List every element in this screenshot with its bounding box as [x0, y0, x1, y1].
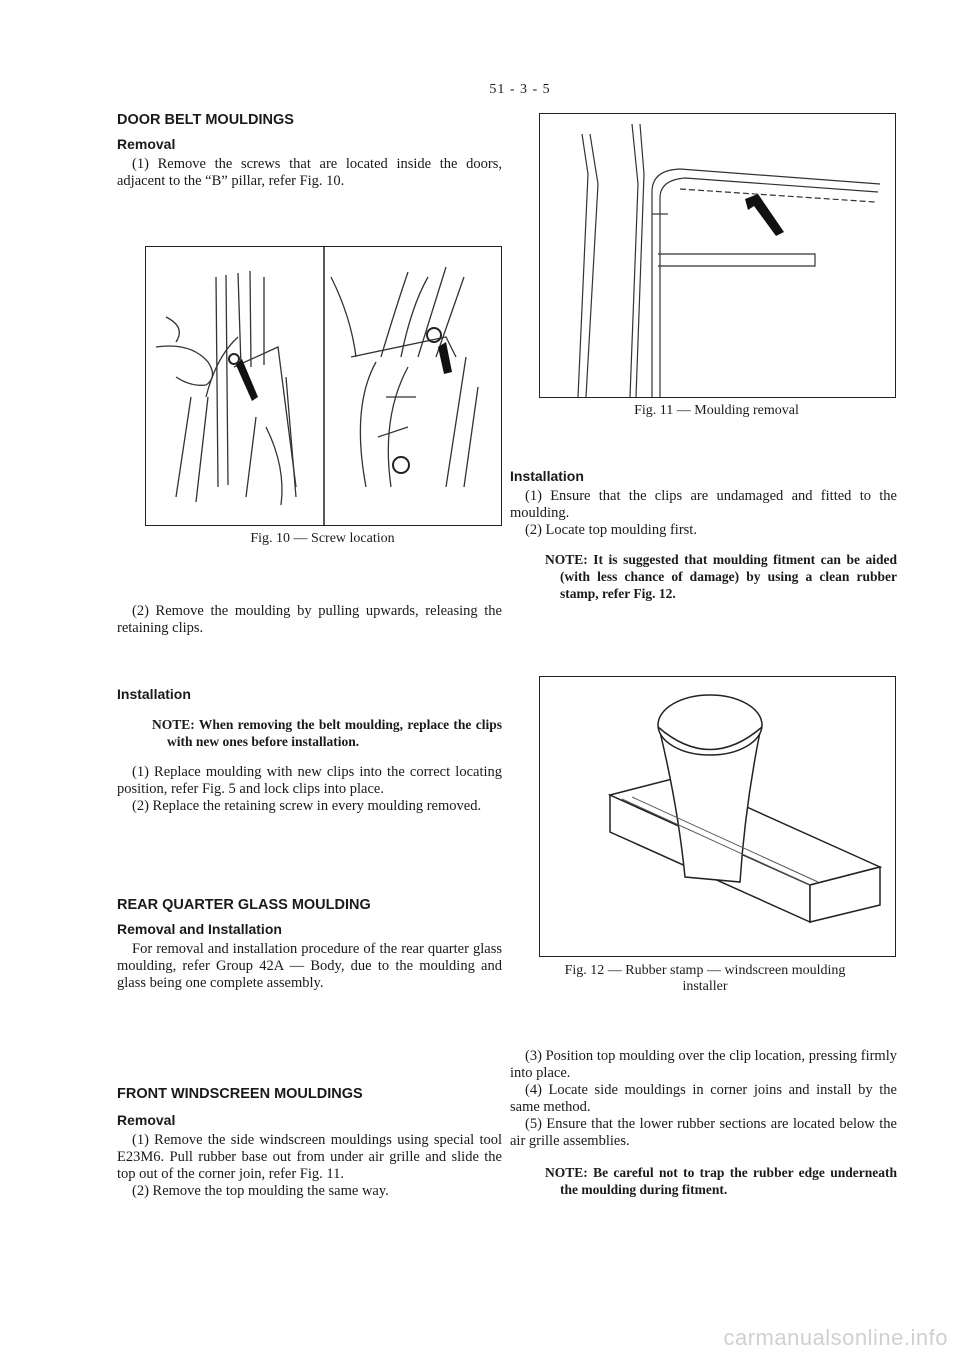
door-belt-title: DOOR BELT MOULDINGS	[117, 112, 294, 128]
front-windscreen-removal-heading: Removal	[117, 1112, 176, 1128]
installation-note-rubber-edge: NOTE: Be careful not to trap the rubber edge underneath the moulding during fitment.	[545, 1165, 897, 1197]
rear-quarter-section	[117, 897, 502, 992]
door-belt-installation-heading: Installation	[117, 686, 191, 702]
installation-step-4: (4) Locate side mouldings in corner joins and install by the same method.	[510, 1082, 897, 1115]
installation-heading: Installation	[510, 468, 584, 484]
front-windscreen-section	[117, 1086, 502, 1200]
footer-watermark: carmanualsonline.info	[723, 1325, 948, 1350]
door-belt-installation-step-1: (1) Replace moulding with new clips into the correct locating position, refer Fig. 5 and lock clips into place.	[117, 764, 502, 797]
fig11-caption: Fig. 11 — Moulding removal	[634, 403, 799, 418]
fig12-caption	[510, 963, 900, 995]
front-windscreen-step-2: (2) Remove the top moulding the same way.	[132, 1183, 389, 1199]
door-belt-removal-step-2: (2) Remove the moulding by pulling upwards, releasing the retaining clips.	[117, 603, 502, 636]
installation-step-2: (2) Locate top moulding first.	[525, 522, 697, 538]
fig12-caption-line-1: Fig. 12 — Rubber stamp — windscreen moulding	[564, 963, 846, 978]
fig12-rubber-stamp-illustration	[539, 676, 896, 957]
door-belt-removal-cont	[117, 603, 502, 637]
installation-note-rubber-stamp: NOTE: It is suggested that moulding fitment can be aided (with less chance of damage) by using a clean rubber stamp, refer Fig. 12.	[545, 552, 897, 601]
front-windscreen-title: FRONT WINDSCREEN MOULDINGS	[117, 1086, 363, 1102]
installation-step-5: (5) Ensure that the lower rubber sections are located below the air grille assemblies.	[510, 1116, 897, 1149]
door-belt-installation-note: NOTE: When removing the belt moulding, replace the clips with new ones before installation.	[152, 717, 502, 749]
rear-quarter-title: REAR QUARTER GLASS MOULDING	[117, 897, 371, 913]
installation-step-1: (1) Ensure that the clips are undamaged and fitted to the moulding.	[510, 488, 897, 521]
rear-quarter-text: For removal and installation procedure of the rear quarter glass moulding, refer Group 42A — Body, due to the moulding and glass being one complete assembly.	[117, 941, 502, 991]
rear-quarter-heading: Removal and Installation	[117, 921, 282, 937]
fig10-screw-location-illustration	[145, 246, 502, 526]
fig11-moulding-removal-illustration	[539, 113, 896, 398]
fig10-caption: Fig. 10 — Screw location	[250, 531, 395, 546]
door-belt-removal-step-1: (1) Remove the screws that are located inside the doors, adjacent to the “B” pillar, refer Fig. 10.	[117, 156, 502, 189]
front-windscreen-step-1: (1) Remove the side windscreen mouldings using special tool E23M6. Pull rubber base out from under air grille and slide the top out of the corner join, refer Fig. 11.	[117, 1132, 502, 1182]
door-belt-installation-step-2: (2) Replace the retaining screw in every moulding removed.	[132, 798, 482, 814]
door-belt-section	[117, 112, 502, 190]
installation-step-3: (3) Position top moulding over the clip location, pressing firmly into place.	[510, 1048, 897, 1081]
fig12-caption-line-2: installer	[682, 979, 728, 994]
door-belt-installation	[117, 686, 502, 815]
installation-section	[510, 468, 897, 602]
installation-cont	[510, 1048, 897, 1198]
page-number: 51 - 3 - 5	[489, 82, 551, 97]
door-belt-removal-heading: Removal	[117, 136, 176, 152]
